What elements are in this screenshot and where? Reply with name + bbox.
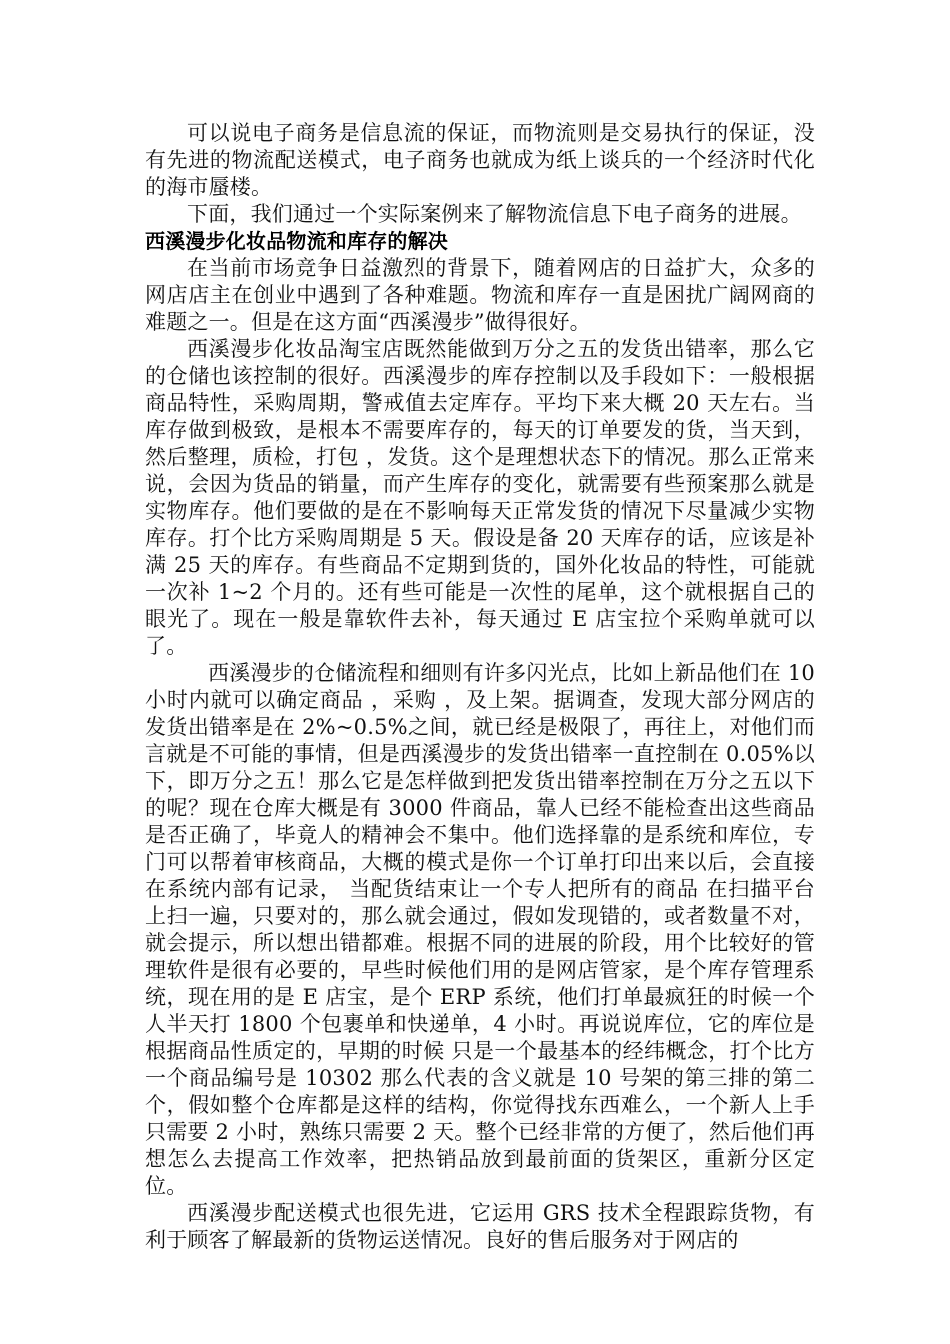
paragraph-intro-1: 可以说电子商务是信息流的保证，而物流则是交易执行的保证，没有先进的物流配送模式，电子商务也就成为纸上谈兵的一个经济时代化的海市蜃楼。 <box>145 121 815 199</box>
document-body <box>145 120 815 1254</box>
paragraph-warehouse-process: 西溪漫步的仓储流程和细则有许多闪光点，比如上新品他们在 10 小时内就可以确定商品 ，采购 ，及上架。据调查，发现大部分网店的发货出错率是在 2%~0.5%之间，就已经是极限了，再往上，对他们而言就是不可能的事情，但是西溪漫步的发货出错率一直控制在 0.05%以下，即万分之五！那么它是怎样做到把发货出错率控制在万分之五以下的呢？现在仓库大概是有 3000 件商品，靠人已经不能检查出这些商品是否正确了，毕竟人的精神会不集中。他们选择靠的是系统和库位，专门可以帮着审核商品，大概的模式是你一个订单打印出来以后，会直接在系统内部有记录， 当配货结束让一个专人把所有的商品 在扫描平台上扫一遍，只要对的，那么就会通过，假如发现错的，或者数量不对，就会提示，所以想出错都难。根据不同的进展的阶段，用个比较好的管理软件是很有必要的，早些时候他们用的是网店管家，是个库存管理系统，现在用的是 E 店宝，是个 ERP 系统，他们打单最疯狂的时候一个人半天打 1800 个包裹单和快递单，4 小时。再说说库位，它的库位是根据商品性质定的，早期的时候 只是一个最基本的经纬概念，打个比方一个商品编号是 10302 那么代表的含义就是 10 号架的第三排的第二个，假如整个仓库都是这样的结构，你觉得找东西难么，一个新人上手只需要 2 小时，熟练只需要 2 天。整个已经非常的方便了，然后他们再想怎么去提高工作效率，把热销品放到最前面的货架区，重新分区定位。 <box>145 661 815 1198</box>
paragraph-delivery-mode: 西溪漫步配送模式也很先进，它运用 GRS 技术全程跟踪货物，有利于顾客了解最新的货物运送情况。良好的售后服务对于网店的 <box>145 1201 815 1252</box>
paragraph-inventory-control: 西溪漫步化妆品淘宝店既然能做到万分之五的发货出错率，那么它的仓储也该控制的很好。西溪漫步的库存控制以及手段如下：一般根据商品特性，采购周期，警戒值去定库存。平均下来大概 20 天左右。当库存做到极致，是根本不需要库存的，每天的订单要发的货，当天到，然后整理，质检，打包 ，发货。这个是理想状态下的情况。那么正常来说，会因为货品的销量，而产生库存的变化，就需要有些预案那么就是实物库存。他们要做的是在不影响每天正常发货的情况下尽量减少实物库存。打个比方采购周期是 5 天。假设是备 20 天库存的话，应该是补满 25 天的库存。有些商品不定期到货的，国外化妆品的特性，可能就一次补 1~2 个月的。还有些可能是一次性的尾单，这个就根据自己的眼光了。现在一般是靠软件去补，每天通过 E 店宝拉个采购单就可以了。 <box>145 337 815 658</box>
paragraph-background: 在当前市场竞争日益激烈的背景下，随着网店的日益扩大，众多的网店店主在创业中遇到了各种难题。物流和库存一直是困扰广阔网商的难题之一。但是在这方面“西溪漫步”做得很好。 <box>145 256 815 334</box>
paragraph-intro-2: 下面，我们通过一个实际案例来了解物流信息下电子商务的进展。 <box>187 202 802 226</box>
section-title: 西溪漫步化妆品物流和库存的解决 <box>145 229 448 253</box>
